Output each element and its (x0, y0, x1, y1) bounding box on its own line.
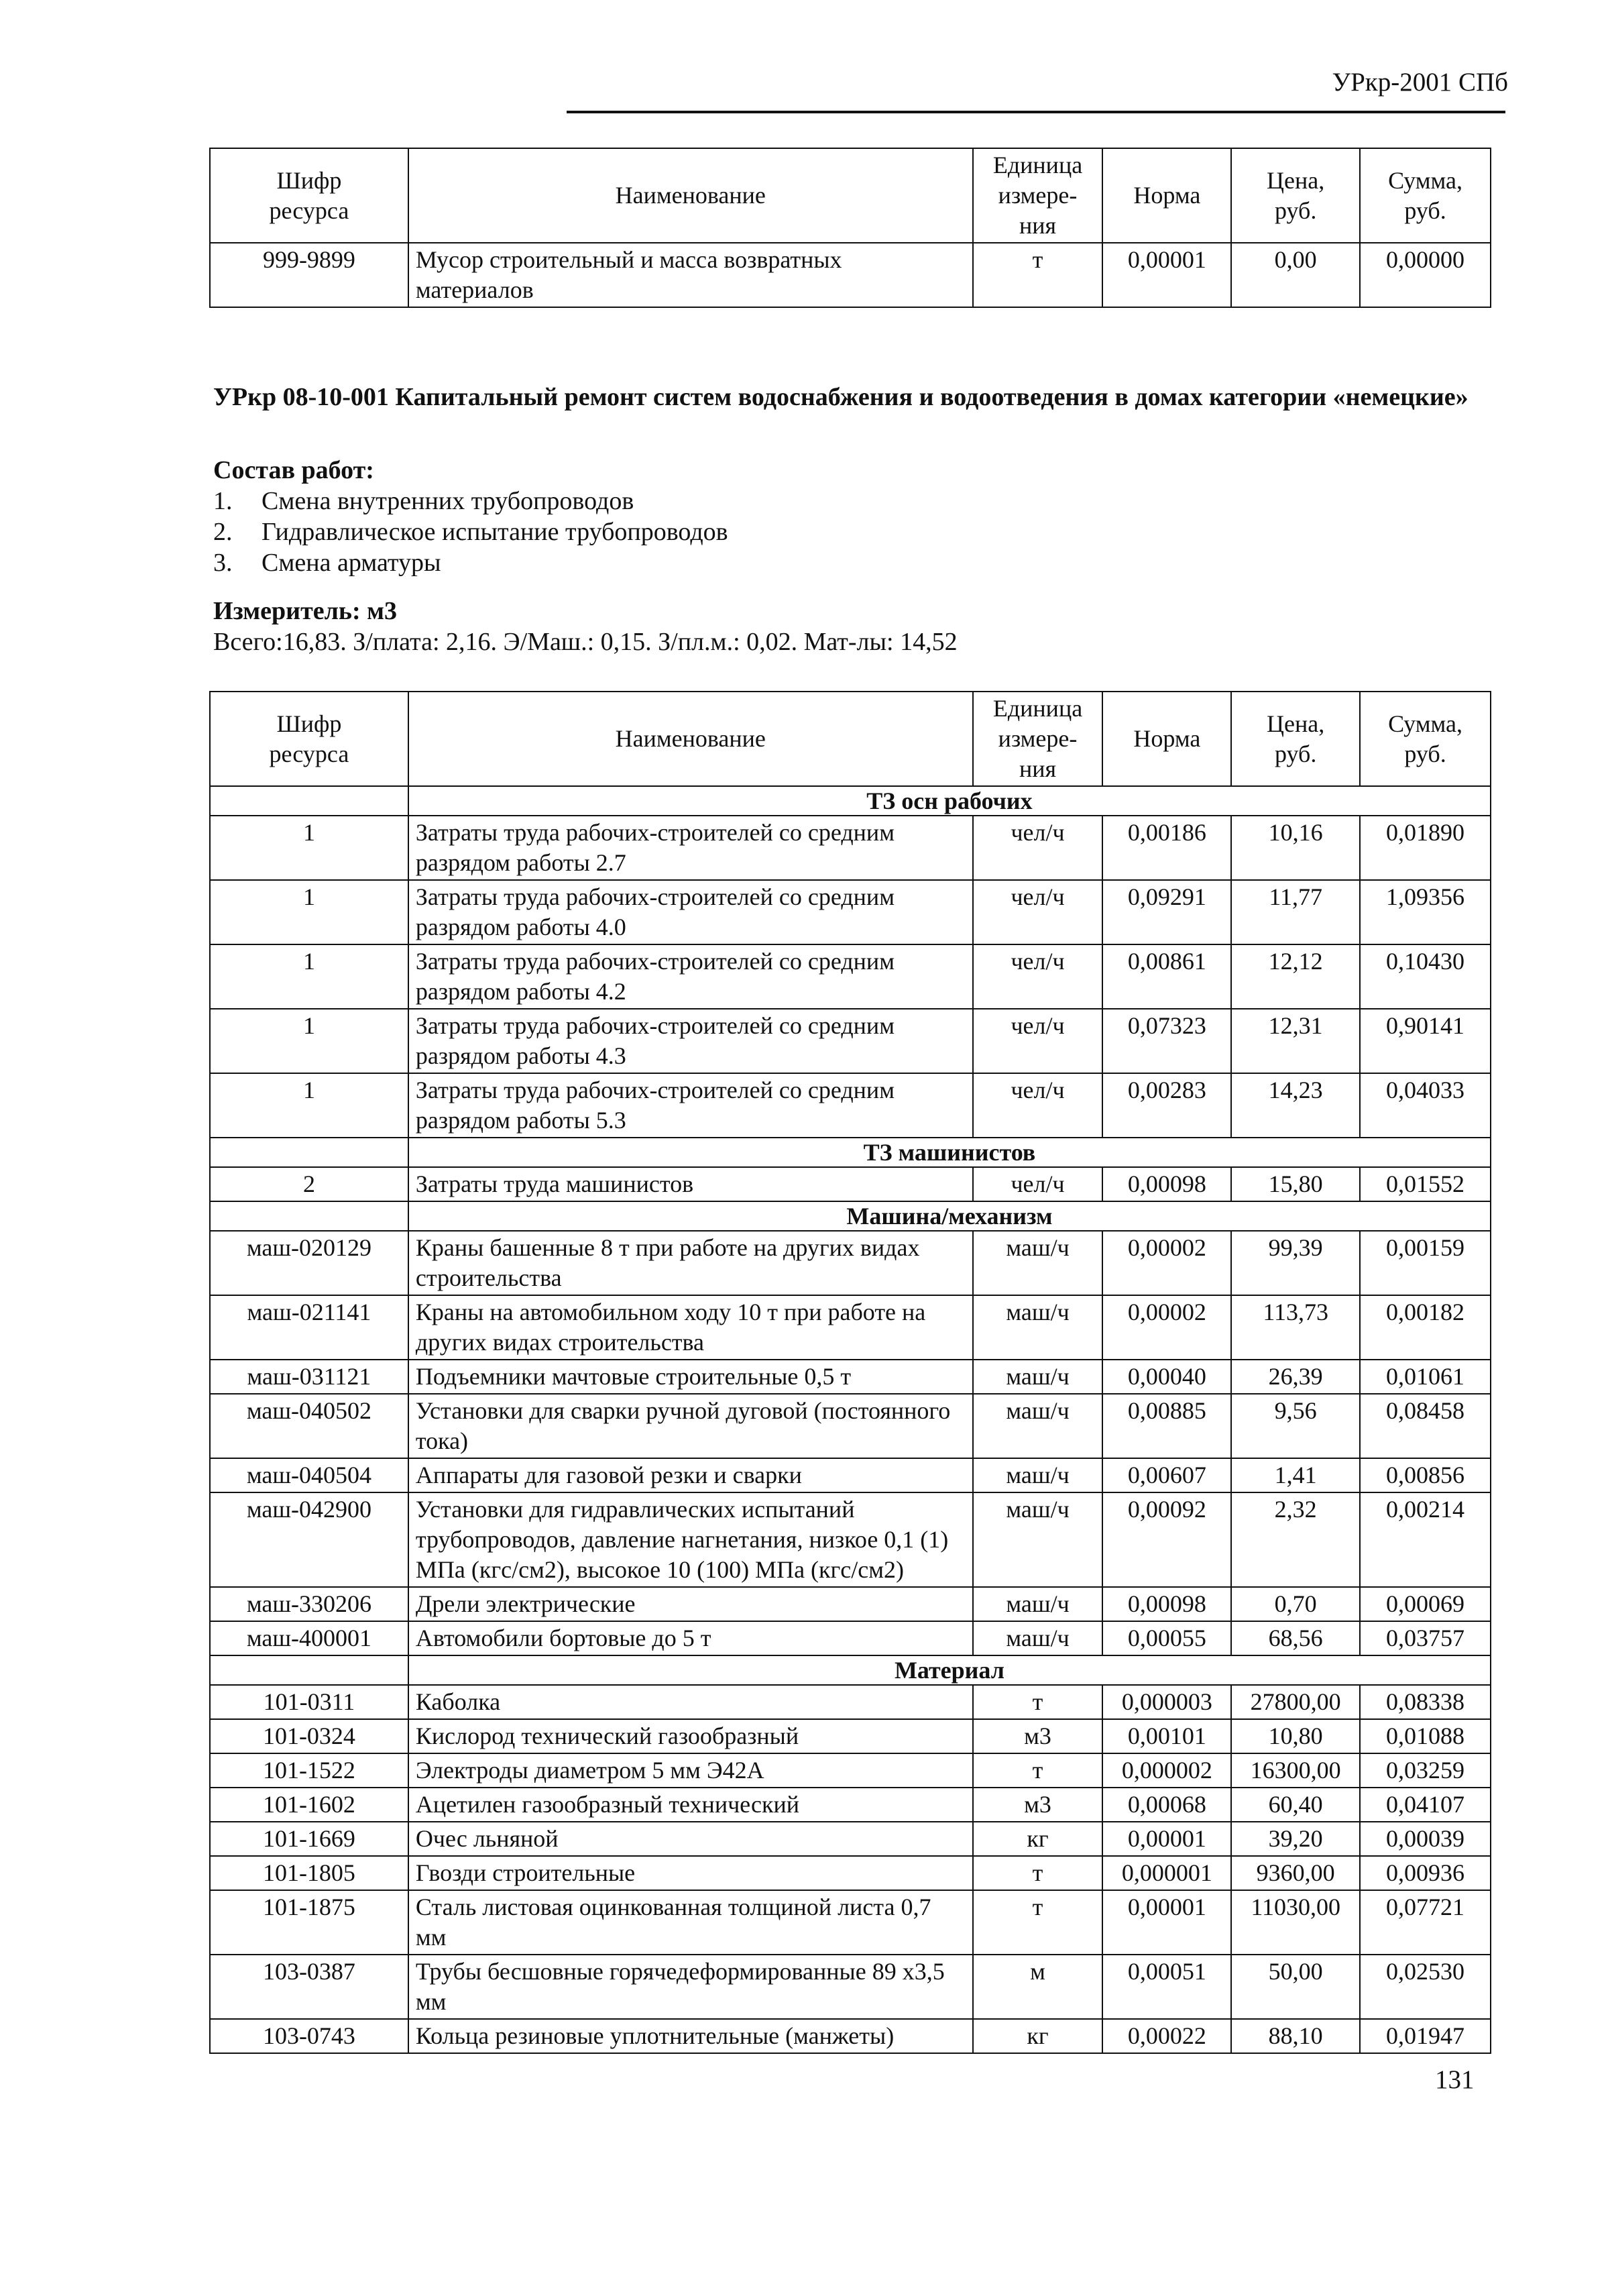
table-row (210, 944, 1491, 1009)
cell-price: 0,70 (1231, 1587, 1360, 1621)
col-header-norm: Норма (1102, 692, 1231, 786)
cell-sum: 0,10430 (1360, 944, 1491, 1009)
cell-price: 9,56 (1231, 1394, 1360, 1458)
table-row (210, 1394, 1491, 1458)
cell-name: Трубы бесшовные горячедеформированные 89 х3,5 мм (408, 1955, 973, 2019)
cell-code: 101-1602 (210, 1788, 408, 1822)
cell-sum: 0,00039 (1360, 1822, 1491, 1856)
cell-unit: т (973, 1753, 1103, 1788)
cell-unit: маш/ч (973, 1458, 1103, 1492)
table-row (210, 1788, 1491, 1822)
cell-sum: 0,03259 (1360, 1753, 1491, 1788)
col-header-unit: Единица измере- ния (973, 148, 1103, 243)
cell-name: Затраты труда рабочих-строителей со средним разрядом работы 5.3 (408, 1073, 973, 1138)
cell-unit: чел/ч (973, 944, 1103, 1009)
cell-norm: 0,00001 (1102, 1890, 1231, 1955)
cell-code: маш-040504 (210, 1458, 408, 1492)
cell-sum: 0,04107 (1360, 1788, 1491, 1822)
cell-name: Ацетилен газообразный технический (408, 1788, 973, 1822)
table-row (210, 1719, 1491, 1753)
header-rule (567, 111, 1505, 113)
work-steps-list (213, 486, 728, 578)
table-row (210, 1458, 1491, 1492)
cell-name: Затраты труда машинистов (408, 1167, 973, 1201)
cell-unit: чел/ч (973, 1009, 1103, 1073)
table-row (210, 1073, 1491, 1138)
list-item: 3. Смена арматуры (213, 549, 441, 577)
cell-unit: кг (973, 1822, 1103, 1856)
cell-norm: 0,000001 (1102, 1856, 1231, 1890)
cell-price: 0,00 (1231, 243, 1360, 307)
cell-name: Затраты труда рабочих-строителей со средним разрядом работы 4.3 (408, 1009, 973, 1073)
cell-sum: 0,01947 (1360, 2019, 1491, 2053)
cell-name: Дрели электрические (408, 1587, 973, 1621)
cell-unit: чел/ч (973, 1167, 1103, 1201)
cell-code: маш-020129 (210, 1231, 408, 1295)
table-row (210, 880, 1491, 944)
cell-name: Гвозди строительные (408, 1856, 973, 1890)
cell-unit: маш/ч (973, 1587, 1103, 1621)
table-row (210, 1621, 1491, 1655)
table-row (210, 2019, 1491, 2053)
col-header-price: Цена, руб. (1231, 148, 1360, 243)
cell-price: 39,20 (1231, 1822, 1360, 1856)
cell-code: 101-0324 (210, 1719, 408, 1753)
cell-sum: 0,01890 (1360, 816, 1491, 880)
cell-price: 50,00 (1231, 1955, 1360, 2019)
cell-name: Мусор строительный и масса возвратных материалов (408, 243, 973, 307)
cell-norm: 0,00101 (1102, 1719, 1231, 1753)
cell-price: 15,80 (1231, 1167, 1360, 1201)
cell-sum: 0,07721 (1360, 1890, 1491, 1955)
cell-sum: 0,02530 (1360, 1955, 1491, 2019)
table-row (210, 243, 1491, 307)
document-code: УРкр-2001 СПб (1332, 68, 1508, 97)
composition-label: Состав работ: (213, 456, 374, 484)
cell-norm: 0,00001 (1102, 1822, 1231, 1856)
cell-unit: т (973, 243, 1103, 307)
cell-norm: 0,000003 (1102, 1685, 1231, 1719)
table-row (210, 1890, 1491, 1955)
cell-code: маш-330206 (210, 1587, 408, 1621)
cell-code: маш-040502 (210, 1394, 408, 1458)
table-row (210, 1955, 1491, 2019)
page-number: 131 (1435, 2065, 1475, 2094)
cell-unit: маш/ч (973, 1360, 1103, 1394)
cell-code: 101-1522 (210, 1753, 408, 1788)
cell-norm: 0,00002 (1102, 1295, 1231, 1360)
cell-norm: 0,00283 (1102, 1073, 1231, 1138)
measure-label: Измеритель: м3 (213, 597, 398, 625)
cell-sum: 0,00000 (1360, 243, 1491, 307)
cell-name: Сталь листовая оцинкованная толщиной листа 0,7 мм (408, 1890, 973, 1955)
cell-norm: 0,00861 (1102, 944, 1231, 1009)
cell-name: Затраты труда рабочих-строителей со средним разрядом работы 4.2 (408, 944, 973, 1009)
cell-name: Подъемники мачтовые строительные 0,5 т (408, 1360, 973, 1394)
cell-norm: 0,00186 (1102, 816, 1231, 880)
cell-price: 113,73 (1231, 1295, 1360, 1360)
col-header-code: Шифр ресурса (210, 692, 408, 786)
table-row (210, 1822, 1491, 1856)
cell-sum: 0,00856 (1360, 1458, 1491, 1492)
cell-code: 1 (210, 880, 408, 944)
cell-unit: чел/ч (973, 880, 1103, 944)
cell-sum: 0,04033 (1360, 1073, 1491, 1138)
cell-sum: 0,00182 (1360, 1295, 1491, 1360)
cell-name: Аппараты для газовой резки и сварки (408, 1458, 973, 1492)
cell-norm: 0,00607 (1102, 1458, 1231, 1492)
cell-price: 10,16 (1231, 816, 1360, 880)
cell-sum: 0,00159 (1360, 1231, 1491, 1295)
cell-name: Автомобили бортовые до 5 т (408, 1621, 973, 1655)
cell-name: Затраты труда рабочих-строителей со средним разрядом работы 4.0 (408, 880, 973, 944)
group-header-spacer (210, 1655, 408, 1685)
cell-name: Очес льняной (408, 1822, 973, 1856)
cell-code: 1 (210, 1009, 408, 1073)
cell-price: 11,77 (1231, 880, 1360, 944)
cell-sum: 0,00069 (1360, 1587, 1491, 1621)
col-header-code: Шифр ресурса (210, 148, 408, 243)
cell-price: 10,80 (1231, 1719, 1360, 1753)
cell-price: 11030,00 (1231, 1890, 1360, 1955)
cell-norm: 0,00068 (1102, 1788, 1231, 1822)
cell-code: 2 (210, 1167, 408, 1201)
cell-code: 103-0387 (210, 1955, 408, 2019)
group-title: Материал (408, 1655, 1491, 1685)
cell-name: Краны на автомобильном ходу 10 т при работе на других видах строительства (408, 1295, 973, 1360)
cell-name: Краны башенные 8 т при работе на других видах строительства (408, 1231, 973, 1295)
cell-unit: маш/ч (973, 1621, 1103, 1655)
cell-unit: м3 (973, 1719, 1103, 1753)
cell-norm: 0,00002 (1102, 1231, 1231, 1295)
col-header-name: Наименование (408, 692, 973, 786)
cell-unit: маш/ч (973, 1231, 1103, 1295)
cell-norm: 0,07323 (1102, 1009, 1231, 1073)
cell-name: Установки для сварки ручной дуговой (постоянного тока) (408, 1394, 973, 1458)
group-header-spacer (210, 1138, 408, 1167)
cell-norm: 0,09291 (1102, 880, 1231, 944)
cell-price: 88,10 (1231, 2019, 1360, 2053)
col-header-unit: Единица измере- ния (973, 692, 1103, 786)
cell-norm: 0,00092 (1102, 1492, 1231, 1587)
table-header-row (210, 148, 1491, 243)
group-header-spacer (210, 786, 408, 816)
cell-unit: чел/ч (973, 816, 1103, 880)
cell-unit: маш/ч (973, 1295, 1103, 1360)
cell-code: 999-9899 (210, 243, 408, 307)
cell-norm: 0,00098 (1102, 1167, 1231, 1201)
list-item: 1. Смена внутренних трубопроводов (213, 487, 634, 515)
cell-price: 26,39 (1231, 1360, 1360, 1394)
cell-name: Каболка (408, 1685, 973, 1719)
cell-sum: 0,90141 (1360, 1009, 1491, 1073)
cell-code: 1 (210, 1073, 408, 1138)
cell-unit: т (973, 1890, 1103, 1955)
cell-code: маш-400001 (210, 1621, 408, 1655)
cell-name: Кислород технический газообразный (408, 1719, 973, 1753)
table-row (210, 1685, 1491, 1719)
group-title: ТЗ осн рабочих (408, 786, 1491, 816)
cell-sum: 0,08338 (1360, 1685, 1491, 1719)
cell-sum: 0,08458 (1360, 1394, 1491, 1458)
group-header-spacer (210, 1201, 408, 1231)
table-row (210, 1360, 1491, 1394)
cell-norm: 0,00040 (1102, 1360, 1231, 1394)
section-title: УРкр 08-10-001 Капитальный ремонт систем водоснабжения и водоотведения в домах категории «немецкие» (213, 383, 1469, 411)
cell-sum: 0,01552 (1360, 1167, 1491, 1201)
group-title: Машина/механизм (408, 1201, 1491, 1231)
cell-unit: м (973, 1955, 1103, 2019)
cell-price: 2,32 (1231, 1492, 1360, 1587)
cell-norm: 0,00001 (1102, 243, 1231, 307)
cell-name: Затраты труда рабочих-строителей со средним разрядом работы 2.7 (408, 816, 973, 880)
cell-unit: маш/ч (973, 1394, 1103, 1458)
cell-sum: 0,01061 (1360, 1360, 1491, 1394)
cell-code: маш-021141 (210, 1295, 408, 1360)
group-title: ТЗ машинистов (408, 1138, 1491, 1167)
main-table-body (210, 786, 1491, 2053)
cell-price: 12,31 (1231, 1009, 1360, 1073)
cell-code: 101-0311 (210, 1685, 408, 1719)
cell-norm: 0,00055 (1102, 1621, 1231, 1655)
cell-price: 9360,00 (1231, 1856, 1360, 1890)
cell-norm: 0,00051 (1102, 1955, 1231, 2019)
cell-code: 101-1669 (210, 1822, 408, 1856)
table-row (210, 1295, 1491, 1360)
cell-unit: кг (973, 2019, 1103, 2053)
col-header-sum: Сумма, руб. (1360, 692, 1491, 786)
cell-price: 60,40 (1231, 1788, 1360, 1822)
cell-price: 16300,00 (1231, 1753, 1360, 1788)
table-row (210, 1492, 1491, 1587)
totals-line: Всего:16,83. З/плата: 2,16. Э/Маш.: 0,15. З/пл.м.: 0,02. Мат-лы: 14,52 (213, 628, 958, 656)
cell-code: 1 (210, 816, 408, 880)
cell-norm: 0,00885 (1102, 1394, 1231, 1458)
cell-norm: 0,00098 (1102, 1587, 1231, 1621)
cell-code: маш-042900 (210, 1492, 408, 1587)
group-header-row (210, 1138, 1491, 1167)
cell-unit: т (973, 1856, 1103, 1890)
cell-norm: 0,00022 (1102, 2019, 1231, 2053)
cell-unit: чел/ч (973, 1073, 1103, 1138)
table-row (210, 1231, 1491, 1295)
col-header-sum: Сумма, руб. (1360, 148, 1491, 243)
table-row (210, 1587, 1491, 1621)
cell-price: 14,23 (1231, 1073, 1360, 1138)
cell-code: 103-0743 (210, 2019, 408, 2053)
col-header-price: Цена, руб. (1231, 692, 1360, 786)
cell-name: Установки для гидравлических испытаний трубопроводов, давление нагнетания, низкое 0,1 (1) МПа (кгс/см2), высокое 10 (100) МПа (кгс/см2) (408, 1492, 973, 1587)
table-row (210, 1856, 1491, 1890)
top-resource-table (209, 148, 1491, 308)
cell-price: 68,56 (1231, 1621, 1360, 1655)
list-item: 2. Гидравлическое испытание трубопроводов (213, 518, 728, 546)
cell-price: 1,41 (1231, 1458, 1360, 1492)
cell-code: 101-1875 (210, 1890, 408, 1955)
col-header-norm: Норма (1102, 148, 1231, 243)
cell-code: маш-031121 (210, 1360, 408, 1394)
cell-name: Кольца резиновые уплотнительные (манжеты) (408, 2019, 973, 2053)
table-row (210, 1753, 1491, 1788)
cell-sum: 1,09356 (1360, 880, 1491, 944)
cell-sum: 0,00936 (1360, 1856, 1491, 1890)
cell-norm: 0,000002 (1102, 1753, 1231, 1788)
cell-sum: 0,01088 (1360, 1719, 1491, 1753)
main-resource-table (209, 691, 1491, 2054)
cell-name: Электроды диаметром 5 мм Э42А (408, 1753, 973, 1788)
cell-price: 99,39 (1231, 1231, 1360, 1295)
table-row (210, 1009, 1491, 1073)
table-row (210, 1167, 1491, 1201)
cell-price: 12,12 (1231, 944, 1360, 1009)
cell-sum: 0,00214 (1360, 1492, 1491, 1587)
cell-price: 27800,00 (1231, 1685, 1360, 1719)
cell-code: 101-1805 (210, 1856, 408, 1890)
group-header-row (210, 1655, 1491, 1685)
cell-unit: м3 (973, 1788, 1103, 1822)
cell-unit: маш/ч (973, 1492, 1103, 1587)
table-header-row (210, 692, 1491, 786)
group-header-row (210, 1201, 1491, 1231)
cell-unit: т (973, 1685, 1103, 1719)
cell-sum: 0,03757 (1360, 1621, 1491, 1655)
group-header-row (210, 786, 1491, 816)
cell-code: 1 (210, 944, 408, 1009)
table-row (210, 816, 1491, 880)
col-header-name: Наименование (408, 148, 973, 243)
